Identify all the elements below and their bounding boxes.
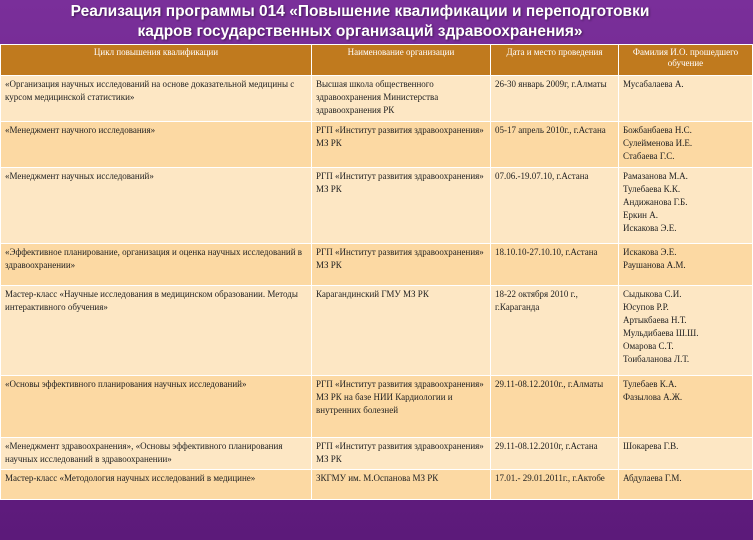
- cell-date: 07.06.-19.07.10, г.Астана: [491, 168, 619, 244]
- header-date-place: Дата и место проведения: [491, 45, 619, 76]
- cell-organization: РГП «Институт развития здравоохранения» МЗ РК: [312, 168, 491, 244]
- page-title-line-2: кадров государственных организаций здравоохранения»: [137, 23, 583, 40]
- table-row: [1, 122, 753, 168]
- trainee-name: Омарова С.Т.: [623, 341, 674, 351]
- trainee-name: Шокарева Г.В.: [623, 441, 679, 451]
- cell-names: [619, 376, 753, 438]
- header-cycle: Цикл повышения квалификации: [1, 45, 312, 76]
- cell-cycle: «Менеджмент здравоохранения», «Основы эффективного планирования научных исследований в здравоохранении»: [1, 438, 312, 470]
- cell-organization: РГП «Институт развития здравоохранения» МЗ РК на базе НИИ Кардиологии и внутренних болезней: [312, 376, 491, 438]
- cell-names: [619, 470, 753, 500]
- trainee-name: Тулебаева К.К.: [623, 184, 681, 194]
- header-organization: Наименование организации: [312, 45, 491, 76]
- cell-date: 29.11-08.12.2010г, г.Астана: [491, 438, 619, 470]
- cell-organization: ЗКГМУ им. М.Оспанова МЗ РК: [312, 470, 491, 500]
- cell-cycle: «Менеджмент научных исследований»: [1, 168, 312, 244]
- trainee-name: Сулейменова И.Е.: [623, 138, 693, 148]
- page-title: [0, 0, 720, 46]
- table-row: [1, 244, 753, 286]
- cell-date: 26-30 январь 2009г, г.Алматы: [491, 76, 619, 122]
- cell-date: 18.10.10-27.10.10, г.Астана: [491, 244, 619, 286]
- cell-names: [619, 286, 753, 376]
- page-title-line-1: Реализация программы 014 «Повышение квалификации и переподготовки: [70, 3, 650, 20]
- cell-cycle: «Основы эффективного планирования научных исследований»: [1, 376, 312, 438]
- table-row: [1, 376, 753, 438]
- cell-names: [619, 438, 753, 470]
- cell-names: [619, 168, 753, 244]
- cell-cycle: «Менеджмент научного исследования»: [1, 122, 312, 168]
- cell-organization: Карагандинский ГМУ МЗ РК: [312, 286, 491, 376]
- trainee-name: Абдулаева Г.М.: [623, 473, 682, 483]
- trainee-name: Мульдибаева Ш.Ш.: [623, 328, 699, 338]
- trainee-name: Искакова Э.Е.: [623, 247, 677, 257]
- trainee-name: Раушанова А.М.: [623, 260, 686, 270]
- cell-date: 18-22 октября 2010 г., г.Караганда: [491, 286, 619, 376]
- trainee-name: Юсупов Р.Р.: [623, 302, 669, 312]
- table-row: [1, 168, 753, 244]
- cell-names: [619, 244, 753, 286]
- cell-cycle: Мастер-класс «Методология научных исследований в медицине»: [1, 470, 312, 500]
- trainee-name: Рамазанова М.А.: [623, 171, 688, 181]
- cell-names: [619, 122, 753, 168]
- cell-date: 05-17 апрель 2010г., г.Астана: [491, 122, 619, 168]
- trainee-name: Стабаева Г.С.: [623, 151, 675, 161]
- cell-organization: РГП «Институт развития здравоохранения» МЗ РК: [312, 122, 491, 168]
- table-header-row: [1, 45, 753, 76]
- trainee-name: Еркин А.: [623, 210, 659, 220]
- trainee-name: Андижанова Г.Б.: [623, 197, 688, 207]
- table-row: [1, 286, 753, 376]
- trainee-name: Тулебаев К.А.: [623, 379, 677, 389]
- cell-organization: Высшая школа общественного здравоохранения Министерства здравоохранения РК: [312, 76, 491, 122]
- cell-organization: РГП «Институт развития здравоохранения» МЗ РК: [312, 438, 491, 470]
- cell-date: 29.11-08.12.2010г., г.Алматы: [491, 376, 619, 438]
- trainee-name: Мусабалаева А.: [623, 79, 684, 89]
- training-table: [0, 44, 753, 500]
- trainee-name: Искакова Э.Е.: [623, 223, 677, 233]
- cell-cycle: «Организация научных исследований на основе доказательной медицины с курсом медицинской статистики»: [1, 76, 312, 122]
- cell-cycle: Мастер-класс «Научные исследования в медицинском образовании. Методы интерактивного обучения»: [1, 286, 312, 376]
- table-row: [1, 76, 753, 122]
- header-trainee: Фамилия И.О. прошедшего обучение: [619, 45, 753, 76]
- cell-names: [619, 76, 753, 122]
- trainee-name: Сыдыкова С.И.: [623, 289, 682, 299]
- trainee-name: Божбанбаева Н.С.: [623, 125, 692, 135]
- cell-cycle: «Эффективное планирование, организация и оценка научных исследований в здравоохранении»: [1, 244, 312, 286]
- trainee-name: Тоибаланова Л.Т.: [623, 354, 690, 364]
- cell-date: 17.01.- 29.01.2011г., г.Актобе: [491, 470, 619, 500]
- trainee-name: Фазылова А.Ж.: [623, 392, 683, 402]
- table-row: [1, 470, 753, 500]
- table-row: [1, 438, 753, 470]
- trainee-name: Артыкбаева Н.Т.: [623, 315, 687, 325]
- cell-organization: РГП «Институт развития здравоохранения» МЗ РК: [312, 244, 491, 286]
